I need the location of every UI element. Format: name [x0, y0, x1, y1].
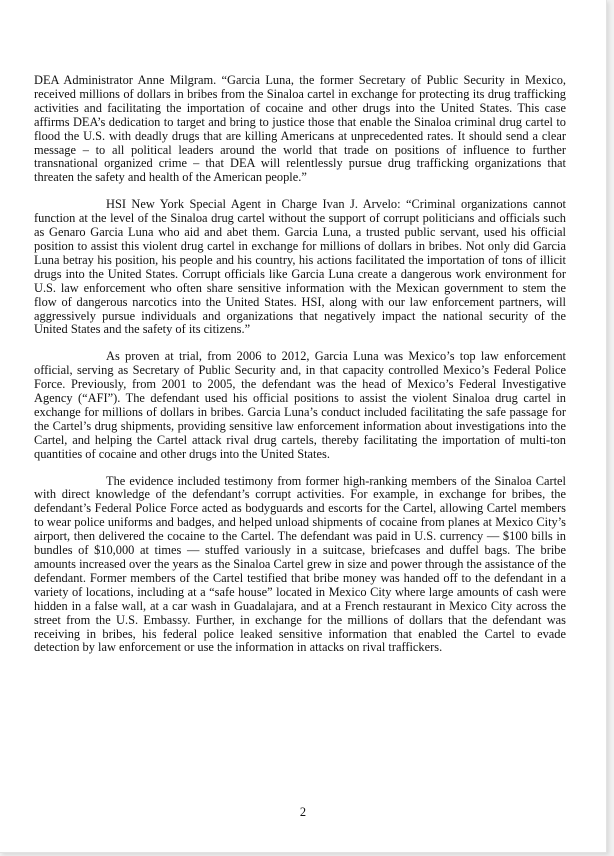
- paragraph-hsi-quote: HSI New York Special Agent in Charge Ivan J. Arvelo: “Criminal organizations cannot function at the level of the Sinaloa drug cartel without the support of corrupt politicians and officials such as Genaro Garcia Luna who aid and abet them. Garcia Luna, a trusted public servant, used his official position to assist this violent drug cartel in exchange for millions of dollars in bribes. Not only did Garcia Luna betray his position, his people and his country, his actions facilitated the importation of tons of illicit drugs into the United States. Corrupt officials like Garcia Luna create a dangerous work environment for U.S. law enforcement who often share sensitive information with the Mexican government to stem the flow of dangerous narcotics into the United States. HSI, along with our law enforcement partners, will aggressively pursue individuals and organizations that negatively impact the national security of the United States and the safety of its citizens.”: [34, 197, 566, 337]
- paragraph-evidence: The evidence included testimony from former high-ranking members of the Sinaloa Cartel with direct knowledge of the defendant’s corrupt activities. For example, in exchange for bribes, the defendant’s Federal Police Force acted as bodyguards and escorts for the Cartel, allowing Cartel members to wear police uniforms and badges, and helped unload shipments of cocaine from planes at Mexico City’s airport, then delivered the cocaine to the Cartel. The defendant was paid in U.S. currency — $100 bills in bundles of $10,000 at times — stuffed variously in a suitcase, briefcases and duffel bags. The bribe amounts increased over the years as the Sinaloa Cartel grew in size and power through the assistance of the defendant. Former members of the Cartel testified that bribe money was handed off to the defendant in a variety of locations, including at a “safe house” located in Mexico City where large amounts of cash were hidden in a false wall, at a car wash in Guadalajara, and at a French restaurant in Mexico City across the street from the U.S. Embassy. Further, in exchange for the millions of dollars that the defendant was receiving in bribes, his federal police leaked sensitive information that enabled the Cartel to evade detection by law enforcement or use the information in attacks on rival traffickers.: [34, 473, 566, 655]
- paragraph-dea-quote: DEA Administrator Anne Milgram. “Garcia Luna, the former Secretary of Public Security in Mexico, received millions of dollars in bribes from the Sinaloa cartel in exchange for protecting its drug trafficking activities and facilitating the importation of cocaine and other drugs into the United States. This case affirms DEA’s dedication to target and bring to justice those that enable the Sinaloa criminal drug cartel to flood the U.S. with deadly drugs that are killing Americans at unprecedented rates. It should send a clear message – to all political leaders around the world that trade on positions of influence to further transnational organized crime – that DEA will relentlessly pursue drug trafficking organizations that threaten the safety and health of the American people.”: [34, 73, 566, 185]
- paragraph-trial-findings: As proven at trial, from 2006 to 2012, Garcia Luna was Mexico’s top law enforcement official, serving as Secretary of Public Security and, in that capacity controlled Mexico’s Federal Police Force. Previously, from 2001 to 2005, the defendant was the head of Mexico’s Federal Investigative Agency (“AFI”). The defendant used his official positions to assist the violent Sinaloa drug cartel in exchange for millions of dollars in bribes. Garcia Luna’s conduct included facilitating the safe passage for the Cartel’s drug shipments, providing sensitive law enforcement information about investigations into the Cartel, and helping the Cartel attack rival drug cartels, thereby facilitating the importation of multi-ton quantities of cocaine and other drugs into the United States.: [34, 349, 566, 461]
- document-body: [34, 74, 566, 668]
- page-number: 2: [299, 805, 307, 819]
